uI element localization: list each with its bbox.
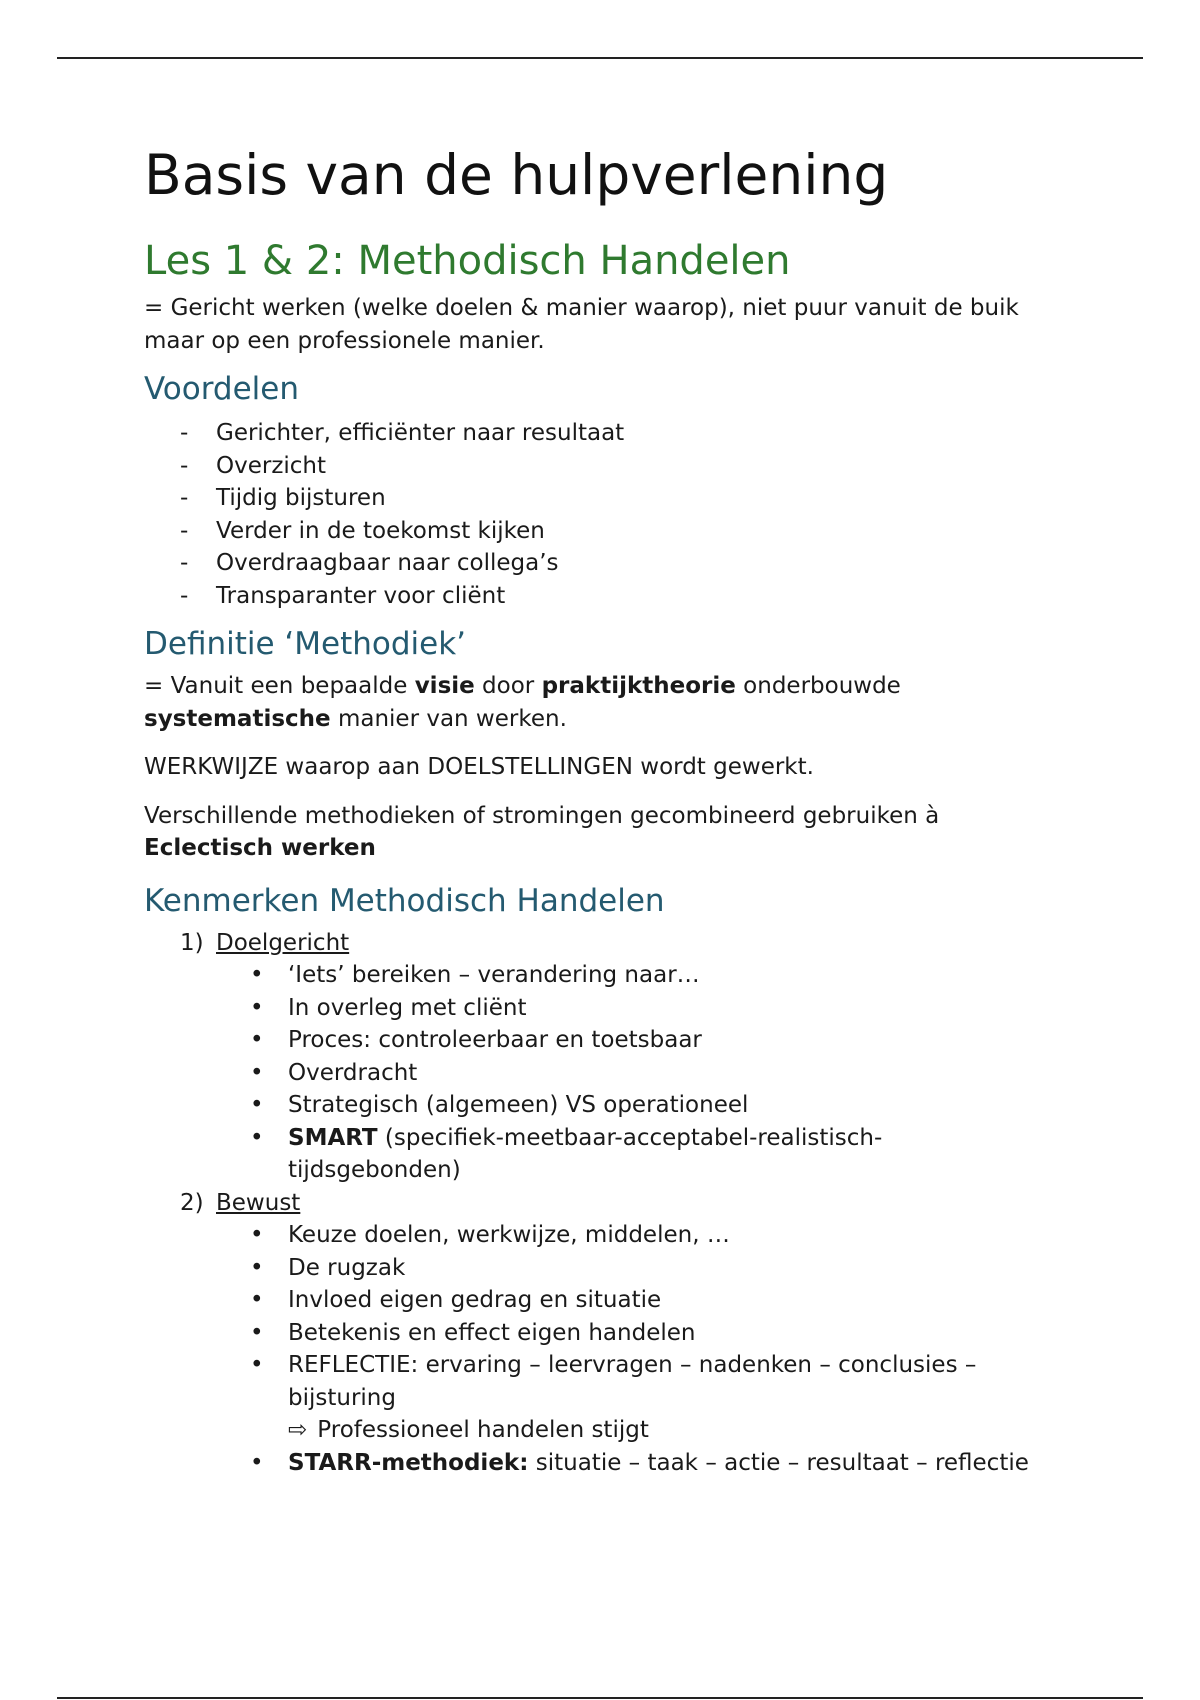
list-item: • Keuze doelen, werkwijze, middelen, … (216, 1219, 1044, 1252)
bold-starr: STARR-methodiek: (288, 1449, 529, 1476)
text-run: (specifiek-meetbaar-acceptabel-realistisch-tijdsgebonden) (288, 1124, 883, 1183)
list-item: • In overleg met cliënt (216, 992, 1044, 1025)
item-number: 2) (180, 1189, 204, 1216)
text-run: REFLECTIE: ervaring – leervragen – nadenken – conclusies – bijsturing (288, 1352, 977, 1411)
kenmerk-item-bewust (144, 1187, 1044, 1480)
bottom-divider (57, 1697, 1143, 1699)
doelgericht-bullets (216, 959, 1044, 1187)
voordelen-list (144, 417, 1044, 612)
list-item: - Overzicht (144, 450, 1044, 483)
eclectisch-paragraph (144, 800, 1044, 865)
bewust-bullets (216, 1219, 1044, 1479)
item-number: 1) (180, 929, 204, 956)
section-intro: = Gericht werken (welke doelen & manier waarop), niet puur vanuit de buik maar op een professionele manier. (144, 295, 1019, 354)
werkwijze-paragraph: WERKWIJZE waarop aan DOELSTELLINGEN wordt gewerkt. (144, 754, 814, 780)
text-run: Professioneel handelen stijgt (317, 1417, 649, 1443)
item-label: Doelgericht (216, 929, 350, 956)
kenmerken-heading: Kenmerken Methodisch Handelen (144, 882, 665, 919)
bold-praktijktheorie: praktijktheorie (541, 673, 736, 699)
list-item: - Verder in de toekomst kijken (144, 515, 1044, 548)
text-run: door (474, 673, 542, 699)
list-item: - Gerichter, efficiënter naar resultaat (144, 417, 1044, 450)
list-item: • De rugzak (216, 1252, 1044, 1285)
list-item-smart (216, 1122, 1044, 1187)
text-run: Verschillende methodieken of stromingen gecombineerd gebruiken à (144, 802, 940, 829)
voordelen-heading: Voordelen (144, 371, 300, 407)
bold-systematische: systematische (144, 705, 331, 732)
list-item: • ‘Iets’ bereiken – verandering naar… (216, 959, 1044, 992)
text-run: manier van werken. (330, 705, 567, 732)
list-item: • Proces: controleerbaar en toetsbaar (216, 1024, 1044, 1057)
list-item-starr (216, 1447, 1044, 1480)
list-item: - Transparanter voor cliënt (144, 580, 1044, 613)
section-heading: Les 1 & 2: Methodisch Handelen (144, 238, 791, 284)
list-item: • Betekenis en effect eigen handelen (216, 1317, 1044, 1350)
bold-eclectisch: Eclectisch werken (144, 835, 376, 861)
arrow-right-icon: ⇨ (288, 1417, 308, 1443)
text-run: situatie – taak – actie – resultaat – reflectie (528, 1449, 1029, 1476)
list-item: • Overdracht (216, 1057, 1044, 1090)
arrow-line (288, 1414, 1044, 1447)
kenmerken-list (144, 927, 1044, 1480)
bold-smart: SMART (288, 1124, 378, 1151)
definitie-paragraph (144, 670, 1044, 735)
text-run: onderbouwde (735, 673, 901, 699)
top-divider (57, 57, 1143, 59)
kenmerk-item-doelgericht (144, 927, 1044, 1187)
document-body (144, 140, 1044, 1479)
list-item: - Overdraagbaar naar collega’s (144, 547, 1044, 580)
item-label: Bewust (216, 1189, 301, 1216)
list-item-reflectie (216, 1349, 1044, 1447)
page-title: Basis van de hulpverlening (144, 143, 889, 207)
bold-visie: visie (414, 673, 475, 699)
list-item: - Tijdig bijsturen (144, 482, 1044, 515)
text-run: = Vanuit een bepaalde (144, 673, 415, 699)
definitie-heading: Definitie ‘Methodiek’ (144, 626, 467, 662)
list-item: • Invloed eigen gedrag en situatie (216, 1284, 1044, 1317)
list-item: • Strategisch (algemeen) VS operationeel (216, 1089, 1044, 1122)
